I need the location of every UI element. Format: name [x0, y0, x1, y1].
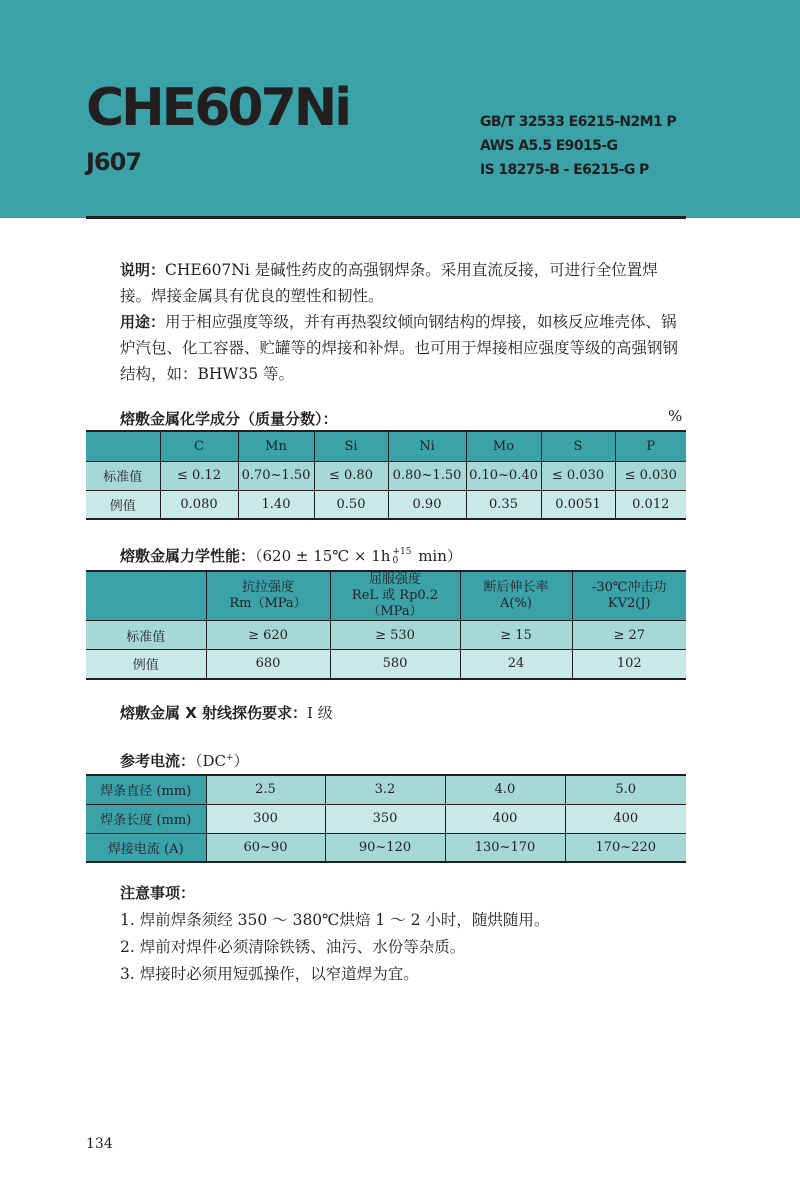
mechanical-header-cell	[330, 571, 460, 621]
table-cell: 0.080	[160, 490, 238, 519]
mechanical-condition	[255, 547, 462, 565]
note-item: 2. 焊前对焊件必须清除铁锈、油污、水份等杂质。	[120, 938, 466, 956]
chemistry-header-cell: S	[541, 431, 615, 461]
table-cell: 102	[572, 650, 686, 679]
table-cell: 0.0051	[541, 490, 615, 519]
table-row	[86, 490, 686, 519]
table-row	[86, 621, 686, 650]
mechanical-header-empty	[86, 571, 206, 621]
header-line: 抗拉强度	[241, 580, 294, 595]
header-band	[0, 0, 800, 218]
table-cell: 5.0	[565, 775, 686, 804]
table-cell: 350	[325, 804, 445, 833]
standard-gb: GB/T 32533 E6215-N2M1 P	[480, 114, 677, 130]
header-line: ReL 或 Rp0.2（MPa）	[351, 588, 439, 619]
note-item: 1. 焊前焊条须经 350 ～ 380℃烘焙 1 ～ 2 小时，随烘随用。	[120, 911, 550, 929]
chemistry-header-cell: Ni	[388, 431, 466, 461]
mechanical-header-cell	[206, 571, 330, 621]
current-note-sup: +	[226, 753, 234, 763]
standard-aws: AWS A5.5 E9015-G	[480, 138, 618, 154]
current-note	[195, 752, 249, 770]
table-cell: 0.50	[314, 490, 388, 519]
table-cell: 0.35	[466, 490, 541, 519]
xray-title: 熔敷金属 X 射线探伤要求：	[120, 704, 308, 722]
header-line: 屈服强度	[368, 572, 421, 587]
header-line: -30℃冲击功	[592, 580, 667, 595]
table-cell: 2.5	[206, 775, 325, 804]
header-line: Rm（MPa）	[229, 596, 307, 611]
table-cell: ≤ 0.12	[160, 461, 238, 490]
chemistry-table	[86, 430, 686, 520]
mechanical-header-cell	[572, 571, 686, 621]
current-table	[86, 774, 686, 863]
mechanical-title-text: 熔敷金属力学性能：	[120, 547, 256, 565]
condition-sup: +15	[392, 547, 412, 557]
standard-is: IS 18275-B - E6215-G P	[480, 162, 649, 178]
page-number: 134	[86, 1136, 113, 1152]
product-subtitle: J607	[86, 148, 142, 176]
table-cell: 0.80~1.50	[388, 461, 466, 490]
table-cell: 标准值	[86, 621, 206, 650]
condition-sub: 0	[392, 556, 399, 566]
table-cell: 580	[330, 650, 460, 679]
header-line: 断后伸长率	[483, 580, 549, 595]
table-cell: 680	[206, 650, 330, 679]
condition-tail: min）	[413, 547, 462, 565]
chemistry-header-cell: Mn	[238, 431, 314, 461]
notes-title: 注意事项：	[120, 884, 196, 902]
usage-text: 用于相应强度等级，并有再热裂纹倾向钢结构的焊接，如核反应堆壳体、锅炉汽包、化工容器、贮罐等的焊接和补焊。也可用于焊接相应强度等级的高强钢钢结构，如：BHW35 等。	[120, 313, 679, 383]
mechanical-table	[86, 570, 686, 680]
mechanical-header-row	[86, 571, 686, 621]
table-row	[86, 833, 686, 862]
table-cell: 130~170	[445, 833, 565, 862]
description-text: CHE607Ni 是碱性药皮的高强钢焊条。采用直流反接，可进行全位置焊接。焊接金属具有优良的塑性和韧性。	[120, 261, 658, 305]
header-line: KV2(J)	[607, 596, 651, 611]
table-cell: 90~120	[325, 833, 445, 862]
table-cell: ≤ 0.030	[541, 461, 615, 490]
description-paragraph	[120, 257, 686, 309]
description-lead: 说明：	[120, 261, 166, 279]
table-cell: 170~220	[565, 833, 686, 862]
chemistry-header-cell: C	[160, 431, 238, 461]
note-item: 3. 焊接时必须用短弧操作，以窄道焊为宜。	[120, 965, 419, 983]
header-line: A(%)	[500, 596, 532, 611]
notes-section	[120, 880, 686, 988]
table-cell: 0.012	[615, 490, 686, 519]
standards-list	[480, 110, 676, 182]
mechanical-title	[120, 545, 462, 566]
chemistry-unit: %	[668, 407, 683, 425]
xray-line	[120, 702, 333, 723]
mechanical-header-cell	[460, 571, 572, 621]
table-cell: 24	[460, 650, 572, 679]
table-cell: 0.90	[388, 490, 466, 519]
row-header-cell: 焊接电流 (A)	[86, 833, 206, 862]
condition-tolerance	[392, 548, 411, 566]
table-cell: ≥ 620	[206, 621, 330, 650]
chemistry-header-cell	[86, 431, 160, 461]
current-note-tail: ）	[233, 752, 249, 770]
table-cell: 标准值	[86, 461, 160, 490]
table-row	[86, 650, 686, 679]
table-cell: 例值	[86, 490, 160, 519]
current-note-text: （DC	[195, 752, 227, 770]
table-row	[86, 804, 686, 833]
product-title: CHE607Ni	[86, 78, 350, 138]
table-cell: ≥ 530	[330, 621, 460, 650]
row-header-cell: 焊条直径 (mm)	[86, 775, 206, 804]
table-cell: ≤ 0.80	[314, 461, 388, 490]
table-cell: 400	[565, 804, 686, 833]
chemistry-header-row	[86, 431, 686, 461]
condition-text: （620 ± 15℃ × 1h	[255, 547, 391, 565]
table-cell: 0.10~0.40	[466, 461, 541, 490]
xray-value: I 级	[307, 704, 333, 722]
table-row	[86, 461, 686, 490]
chemistry-title: 熔敷金属化学成分（质量分数）：	[120, 410, 338, 428]
table-cell: 300	[206, 804, 325, 833]
usage-paragraph	[120, 309, 686, 387]
current-title-text: 参考电流：	[120, 752, 196, 770]
chemistry-header-cell: Mo	[466, 431, 541, 461]
table-cell: 60~90	[206, 833, 325, 862]
table-cell: 例值	[86, 650, 206, 679]
table-row	[86, 775, 686, 804]
usage-lead: 用途：	[120, 313, 166, 331]
table-cell: 4.0	[445, 775, 565, 804]
header-rule	[86, 216, 686, 219]
table-cell: 3.2	[325, 775, 445, 804]
table-cell: ≤ 0.030	[615, 461, 686, 490]
chemistry-header-cell: Si	[314, 431, 388, 461]
table-cell: ≥ 27	[572, 621, 686, 650]
table-cell: ≥ 15	[460, 621, 572, 650]
table-cell: 1.40	[238, 490, 314, 519]
table-cell: 0.70~1.50	[238, 461, 314, 490]
table-cell: 400	[445, 804, 565, 833]
chemistry-header-cell: P	[615, 431, 686, 461]
current-title	[120, 750, 249, 771]
row-header-cell: 焊条长度 (mm)	[86, 804, 206, 833]
